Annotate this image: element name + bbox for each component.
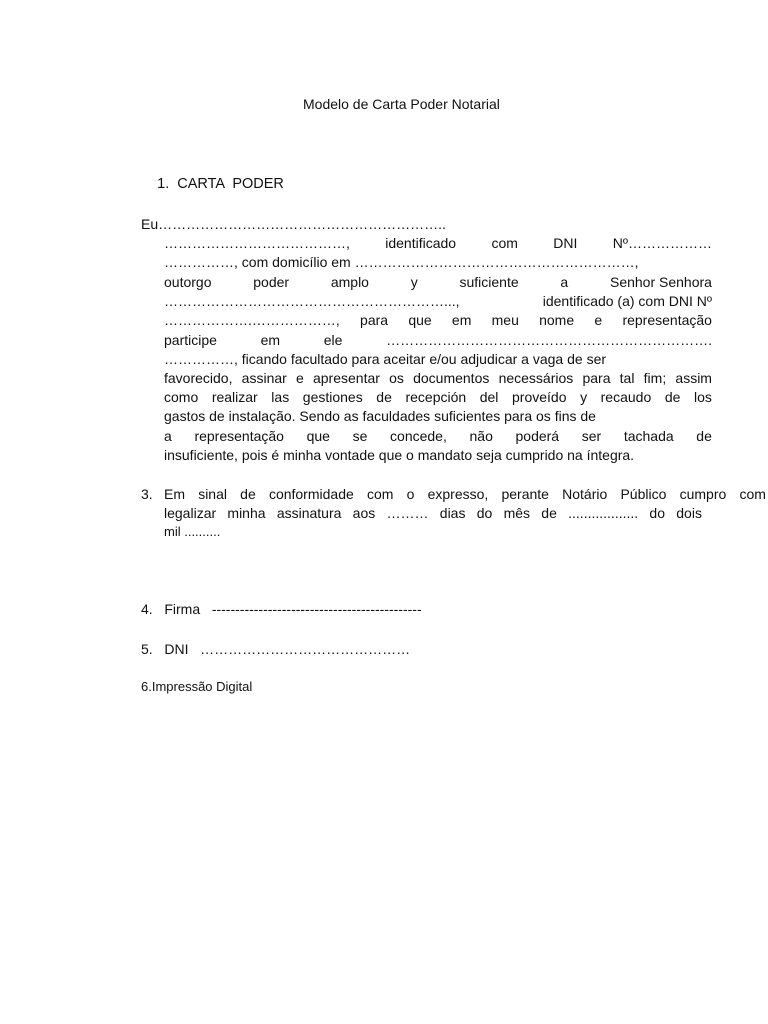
- paragraph-word: para: [360, 312, 389, 328]
- section-1-number: 1.: [157, 176, 170, 192]
- paragraph-word: DNI: [553, 235, 578, 251]
- section-3-line: [164, 504, 702, 522]
- section-6-label: 6.Impressão Digital: [141, 679, 253, 694]
- paragraph-word: que: [408, 312, 432, 328]
- paragraph-word: em: [451, 312, 472, 328]
- document-title: Modelo de Carta Poder Notarial: [303, 96, 500, 112]
- paragraph-word: Senhor Senhora: [609, 274, 712, 290]
- section-3-word: mês: [503, 505, 531, 521]
- section-4-line: [141, 600, 422, 618]
- paragraph-word: os: [389, 370, 404, 386]
- paragraph-word: y: [580, 389, 588, 405]
- paragraph-word: assinar: [241, 370, 287, 386]
- paragraph-word: outorgo: [164, 274, 212, 290]
- paragraph-line: [164, 292, 712, 310]
- section-3-word: ………: [386, 505, 429, 521]
- paragraph-word: concede,: [390, 428, 447, 444]
- section-3-word: expresso,: [427, 486, 489, 502]
- paragraph-word: las: [271, 389, 290, 405]
- paragraph-word: e: [296, 370, 304, 386]
- paragraph-word: recepción: [405, 389, 467, 405]
- paragraph-word: ser: [581, 428, 602, 444]
- paragraph-word: recaudo: [600, 389, 652, 405]
- paragraph-word: y: [410, 274, 418, 290]
- paragraph-first-line: Eu……………………………………………………..: [141, 216, 446, 232]
- section-3-word: Público: [620, 486, 667, 502]
- section-4-number: 4.: [141, 601, 153, 617]
- paragraph-word: participe: [164, 332, 217, 348]
- section-3-word: do: [649, 505, 665, 521]
- paragraph-word: ……………………………………………………...,: [164, 293, 460, 309]
- paragraph-word: ……………….………………,: [164, 312, 340, 328]
- paragraph-word: representação: [194, 428, 284, 444]
- section-3-word: Notário: [562, 486, 608, 502]
- paragraph-line: ……………, com domicílio em ……………………………………………………,: [164, 254, 639, 270]
- section-3-word: legalizar: [164, 505, 217, 521]
- paragraph-word: necessários: [498, 370, 574, 386]
- paragraph-word: meu: [491, 312, 519, 328]
- section-3-number: 3.: [141, 486, 153, 502]
- paragraph-word: de: [376, 389, 392, 405]
- paragraph-line: insuficiente, pois é minha vontade que o mandato seja cumprido na íntegra.: [164, 447, 635, 463]
- paragraph-word: como: [164, 389, 199, 405]
- paragraph-word: proveído: [512, 389, 567, 405]
- section-1-heading: [141, 157, 284, 211]
- paragraph-word: …………………………………,: [164, 235, 350, 251]
- paragraph-line: [164, 331, 712, 349]
- paragraph-line: [164, 273, 712, 291]
- paragraph-word: a: [560, 274, 569, 290]
- section-3-word: minha: [227, 505, 266, 521]
- paragraph-line: ……………, ficando facultado para aceitar e/ou adjudicar a vaga de ser: [164, 351, 607, 367]
- paragraph-word: a: [164, 428, 172, 444]
- paragraph-line: [164, 427, 712, 445]
- paragraph-word: favorecido,: [164, 370, 233, 386]
- paragraph-word: amplo: [330, 274, 369, 290]
- paragraph-line: gastos de instalação. Sendo as faculdades suficientes para os fins de: [164, 408, 596, 424]
- section-3-word: dois: [676, 505, 702, 521]
- section-5-label: DNI: [164, 641, 189, 657]
- section-3-word: assinatura: [276, 505, 342, 521]
- section-5-number: 5.: [141, 641, 153, 657]
- section-3-line: mil ..........: [164, 524, 221, 539]
- paragraph-word: não: [469, 428, 493, 444]
- section-3-word: de: [240, 486, 256, 502]
- paragraph-line: [164, 369, 712, 387]
- paragraph-word: representação: [622, 312, 712, 328]
- paragraph-line: [164, 388, 712, 406]
- paragraph-word: poderá: [515, 428, 560, 444]
- section-3-word: cumpro: [679, 486, 727, 502]
- paragraph-word: em: [260, 332, 281, 348]
- section-3-word: do: [476, 505, 493, 521]
- paragraph-word: Nº………………: [612, 235, 712, 251]
- signature-line: ---------------------------------------------: [211, 601, 422, 617]
- paragraph-line: [164, 234, 712, 252]
- section-3-word: conformidade: [268, 486, 354, 502]
- paragraph-word: realizar: [211, 389, 258, 405]
- paragraph-word: apresentar: [312, 370, 380, 386]
- dni-line: ………………………………………: [200, 641, 411, 657]
- paragraph-word: suficiente: [459, 274, 519, 290]
- paragraph-word: gestiones: [302, 389, 363, 405]
- section-3-word: sinal: [198, 486, 227, 502]
- paragraph-word: ele: [323, 332, 343, 348]
- section-5-line: [141, 640, 410, 658]
- paragraph-word: assim: [675, 370, 712, 386]
- paragraph-word: fim;: [643, 370, 667, 386]
- section-3-word: aos: [352, 505, 376, 521]
- paragraph-word: tal: [619, 370, 635, 386]
- section-3-word: com: [366, 486, 394, 502]
- section-3-line: [164, 485, 766, 503]
- paragraph-word: los: [693, 389, 712, 405]
- section-1-label: CARTA PODER: [177, 176, 284, 192]
- section-3-word: ..................: [568, 505, 639, 521]
- paragraph-word: del: [479, 389, 499, 405]
- section-3-word: o: [406, 486, 415, 502]
- section-3-word: perante: [501, 486, 549, 502]
- paragraph-word: se: [352, 428, 368, 444]
- paragraph-word: de: [664, 389, 681, 405]
- paragraph-word: tachada: [623, 428, 674, 444]
- paragraph-word: documentos: [413, 370, 490, 386]
- section-3-word: dias: [439, 505, 466, 521]
- paragraph-word: identificado (a) com DNI Nº: [542, 293, 712, 309]
- section-3-word: com: [739, 486, 766, 502]
- paragraph-word: de: [696, 428, 712, 444]
- section-3-word: de: [541, 505, 557, 521]
- paragraph-word: para: [582, 370, 611, 386]
- paragraph-word: que: [306, 428, 330, 444]
- paragraph-word: poder: [253, 274, 290, 290]
- section-4-label: Firma: [164, 601, 201, 617]
- paragraph-word: e: [594, 312, 603, 328]
- paragraph-word: nome: [539, 312, 575, 328]
- paragraph-word: …………………………………………………………….: [386, 332, 712, 348]
- paragraph-line: [164, 311, 712, 329]
- section-3-word: Em: [164, 486, 185, 502]
- paragraph-word: com: [491, 235, 518, 251]
- paragraph-word: identificado: [385, 235, 457, 251]
